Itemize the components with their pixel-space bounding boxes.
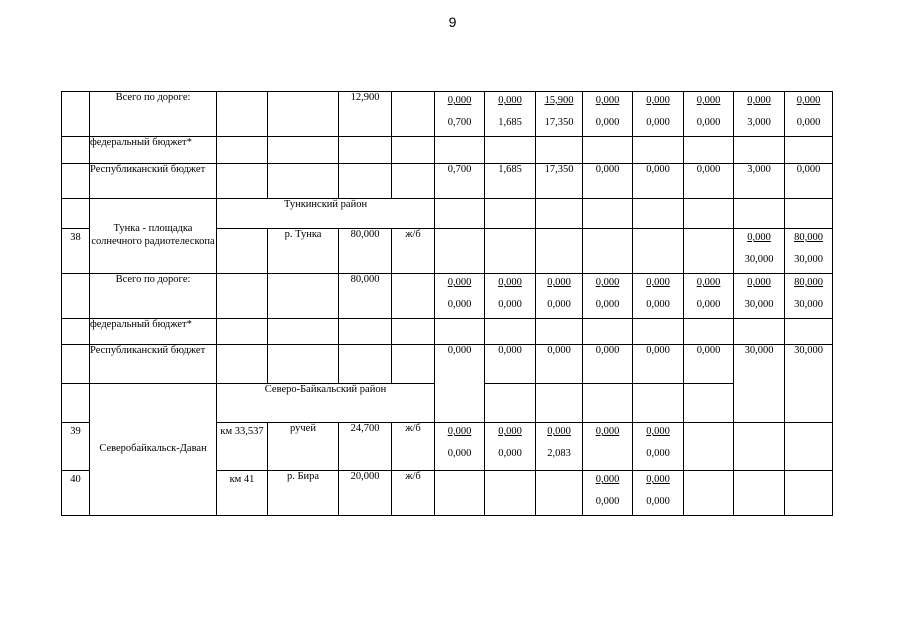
value-cell: 1,685 [485, 164, 536, 199]
value-top: 0,000 [646, 277, 670, 288]
district-heading: Северо-Байкальский район [217, 384, 435, 423]
value-cell: 0,000 [583, 345, 633, 384]
value-cell: 0,000 [684, 164, 734, 199]
table-row [62, 319, 833, 345]
value-top: 0,000 [547, 277, 571, 288]
length-cell: 80,000 [339, 274, 392, 319]
value-cell: 0,000 [633, 345, 684, 384]
value-top: 0,000 [498, 95, 522, 106]
length-cell: 12,900 [339, 92, 392, 137]
value-cell: 0,000 [633, 164, 684, 199]
table-row [62, 164, 833, 199]
value-bottom: 2,083 [547, 448, 571, 459]
value-bottom: 0,000 [447, 299, 472, 310]
value-cell: 0,000 [583, 164, 633, 199]
value-top: 80,000 [794, 232, 823, 243]
value-cell: 0,000 [435, 345, 485, 423]
value-cell: 0,000 [536, 345, 583, 384]
value-cell: 0,700 [435, 164, 485, 199]
object-name: Северобайкальск-Даван [90, 384, 217, 516]
value-cell: 0,000 [785, 164, 833, 199]
value-top: 0,000 [646, 95, 670, 106]
value-bottom: 0,000 [646, 496, 670, 507]
river-cell: р. Тунка [268, 229, 339, 274]
value-cell: 30,000 [785, 345, 833, 423]
value-top: 0,000 [646, 474, 670, 485]
republic-budget-label: Республиканский бюджет [90, 164, 217, 199]
value-cell: 3,000 [734, 164, 785, 199]
value-bottom: 0,000 [796, 117, 821, 128]
length-cell: 24,700 [339, 423, 392, 471]
value-bottom: 30,000 [744, 254, 774, 265]
type-cell: ж/б [392, 229, 435, 274]
value-top: 0,000 [447, 95, 472, 106]
value-bottom: 0,000 [595, 496, 620, 507]
value-top: 0,000 [595, 474, 620, 485]
value-top: 80,000 [794, 277, 823, 288]
value-bottom: 30,000 [744, 299, 774, 310]
type-cell: ж/б [392, 471, 435, 516]
value-bottom: 30,000 [794, 299, 823, 310]
total-road-label: Всего по дорогe: [90, 274, 217, 319]
table-row [62, 274, 833, 319]
value-bottom: 1,685 [498, 117, 522, 128]
km-cell: км 41 [217, 471, 268, 516]
value-bottom: 0,000 [547, 299, 571, 310]
length-cell: 20,000 [339, 471, 392, 516]
table-row [62, 345, 833, 384]
value-cell: 30,000 [734, 345, 785, 423]
km-cell: км 33,537 [217, 423, 268, 471]
value-top: 0,000 [796, 95, 821, 106]
table-row [62, 137, 833, 164]
value-bottom: 3,000 [747, 117, 771, 128]
federal-budget-label: федеральный бюджет* [90, 137, 217, 164]
value-top: 0,000 [595, 95, 620, 106]
value-top: 0,000 [447, 277, 472, 288]
table-row [62, 92, 833, 137]
republic-budget-label: Республиканский бюджет [90, 345, 217, 384]
value-bottom: 0,000 [595, 117, 620, 128]
value-cell: 0,000 [684, 345, 734, 384]
value-bottom: 0,700 [447, 117, 472, 128]
value-top: 0,000 [696, 95, 721, 106]
row-number: 40 [62, 471, 90, 516]
value-top: 0,000 [696, 277, 721, 288]
value-top: 0,000 [747, 277, 771, 288]
value-bottom: 0,000 [696, 299, 721, 310]
value-bottom: 0,000 [498, 299, 522, 310]
river-cell: р. Бира [268, 471, 339, 516]
total-road-label: Всего по дорогe: [90, 92, 217, 137]
value-cell: 17,350 [536, 164, 583, 199]
value-bottom: 0,000 [696, 117, 721, 128]
object-name: Тунка - площадка солнечного радиотелескопа [90, 199, 217, 274]
value-bottom: 0,000 [498, 448, 522, 459]
value-top: 0,000 [747, 232, 771, 243]
investment-table [61, 91, 833, 516]
value-cell: 0,000 [485, 345, 536, 384]
type-cell: ж/б [392, 423, 435, 471]
row-number: 38 [62, 229, 90, 274]
river-cell: ручей [268, 423, 339, 471]
value-bottom: 0,000 [646, 117, 670, 128]
value-bottom: 0,000 [447, 448, 472, 459]
length-cell: 80,000 [339, 229, 392, 274]
value-top: 0,000 [595, 426, 620, 437]
value-bottom: 0,000 [595, 299, 620, 310]
value-top: 0,000 [646, 426, 670, 437]
value-bottom [583, 445, 632, 467]
value-top: 15,900 [544, 95, 574, 106]
value-bottom: 0,000 [646, 448, 670, 459]
district-heading: Тункинский район [217, 199, 435, 229]
value-bottom: 17,350 [544, 117, 574, 128]
value-top: 0,000 [498, 277, 522, 288]
value-top: 0,000 [747, 95, 771, 106]
federal-budget-label: федеральный бюджет* [90, 319, 217, 345]
value-top: 0,000 [498, 426, 522, 437]
value-top: 0,000 [547, 426, 571, 437]
page-number: 9 [448, 14, 457, 30]
row-number: 39 [62, 423, 90, 471]
table-row [62, 199, 833, 229]
value-bottom: 30,000 [794, 254, 823, 265]
value-bottom: 0,000 [646, 299, 670, 310]
value-top: 0,000 [447, 426, 472, 437]
value-top: 0,000 [595, 277, 620, 288]
